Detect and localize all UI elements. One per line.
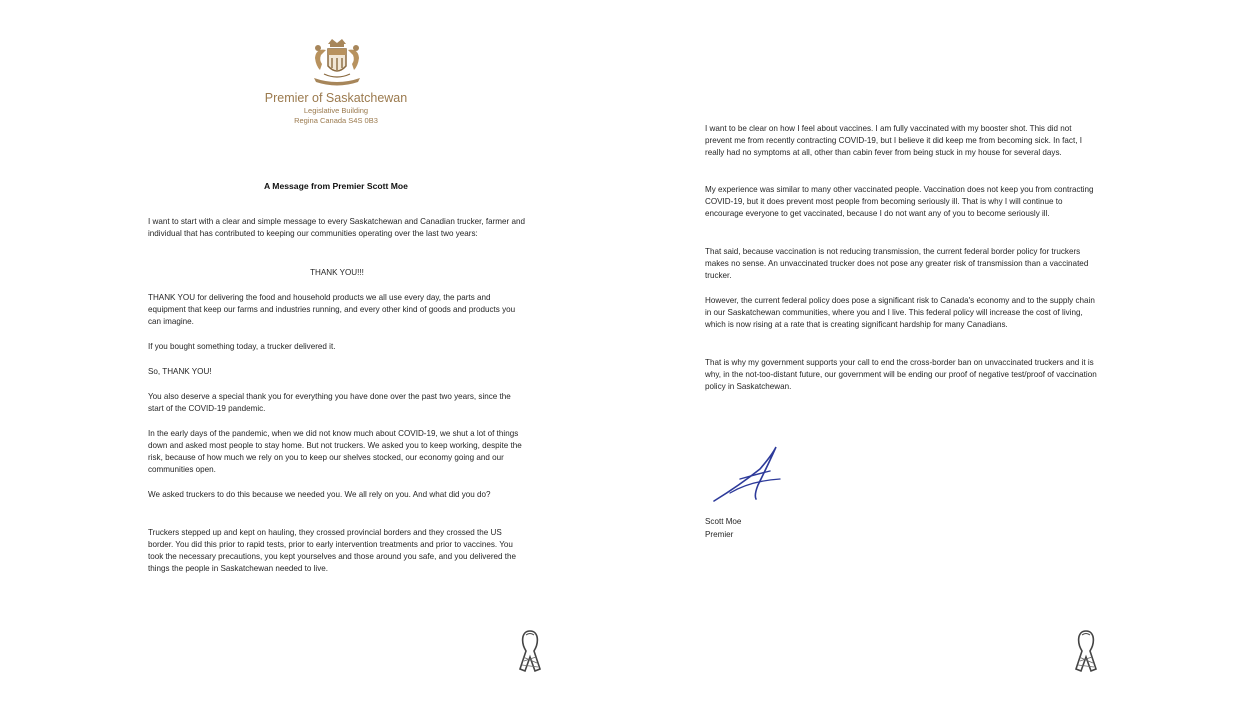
paragraph: Truckers stepped up and kept on hauling, they crossed provincial borders and they crossed the US border. You did this prior to rapid tests, prior to early intervention treatments and prior to vaccines. You took the necessary precautions, you kept yourselves and those around you safe, and you delivered the things the people in Saskatchewan needed to live. — [148, 528, 517, 573]
paragraph: That said, because vaccination is not reducing transmission, the current federal border policy for truckers makes no sense. An unvaccinated trucker does not pose any greater risk of transmission than a vaccinated trucker. — [705, 247, 1089, 280]
awareness-ribbon-icon — [1073, 627, 1099, 673]
paragraph: You also deserve a special thank you for everything you have done over the past two years, since the start of the COVID-19 pandemic. — [148, 392, 511, 413]
office-name: Premier of Saskatchewan — [264, 91, 408, 105]
paragraph: So, THANK YOU! — [148, 367, 212, 376]
letter-title: A Message from Premier Scott Moe — [264, 181, 408, 191]
awareness-ribbon-icon — [517, 627, 543, 673]
paragraph: I want to start with a clear and simple message to every Saskatchewan and Canadian trucker, farmer and individual that has contributed to keeping our communities operating over the last two years: — [148, 217, 525, 238]
paragraph: THANK YOU!!! — [310, 268, 364, 277]
paragraph: We asked truckers to do this because we needed you. We all rely on you. And what did you do? — [148, 490, 491, 499]
paragraph: If you bought something today, a trucker delivered it. — [148, 342, 336, 351]
signer-role: Premier — [705, 530, 734, 539]
paragraph: My experience was similar to many other vaccinated people. Vaccination does not keep you from contracting COVID-19, but it does prevent most people from becoming seriously ill. That is why I will continue to encourage everyone to get vaccinated, because I do not want any of you to become seriously ill. — [705, 185, 1094, 218]
office-address: Regina Canada S4S 0B3 — [294, 116, 378, 125]
paragraph: In the early days of the pandemic, when we did not know much about COVID-19, we shut a lot of things down and asked most people to stay home. But not truckers. We asked you to keep working, despite the risk, because of how much we rely on you to keep our shelves stocked, our economy going and our communities open. — [148, 429, 522, 474]
paragraph: That is why my government supports your call to end the cross-border ban on unvaccinated truckers and it is why, in the not-too-distant future, our government will be ending our proof of negative test/proof of vaccination policy in Saskatchewan. — [705, 358, 1097, 391]
letter-page-2 — [620, 0, 1241, 725]
paragraph: However, the current federal policy does pose a significant risk to Canada's economy and to the supply chain in our Saskatchewan communities, where you and I live. This federal policy will increase the cost of living, which is now rising at a rate that is creating significant hardship for many Canadians. — [705, 296, 1095, 329]
saskatchewan-crest-icon — [306, 36, 368, 88]
signature-image — [710, 445, 782, 507]
signer-name: Scott Moe — [705, 517, 742, 526]
paragraph: THANK YOU for delivering the food and household products we all use every day, the parts and equipment that keep our farms and industries running, and every other kind of goods and products you can imagine. — [148, 293, 516, 326]
letter-page-1 — [0, 0, 620, 725]
paragraph: I want to be clear on how I feel about vaccines. I am fully vaccinated with my booster shot. This did not prevent me from recently contracting COVID-19, but I believe it did keep me from becoming sick. In fact, I really had no symptoms at all, other than cabin fever from being stuck in my house for several days. — [705, 124, 1082, 157]
office-building: Legislative Building — [303, 106, 369, 115]
